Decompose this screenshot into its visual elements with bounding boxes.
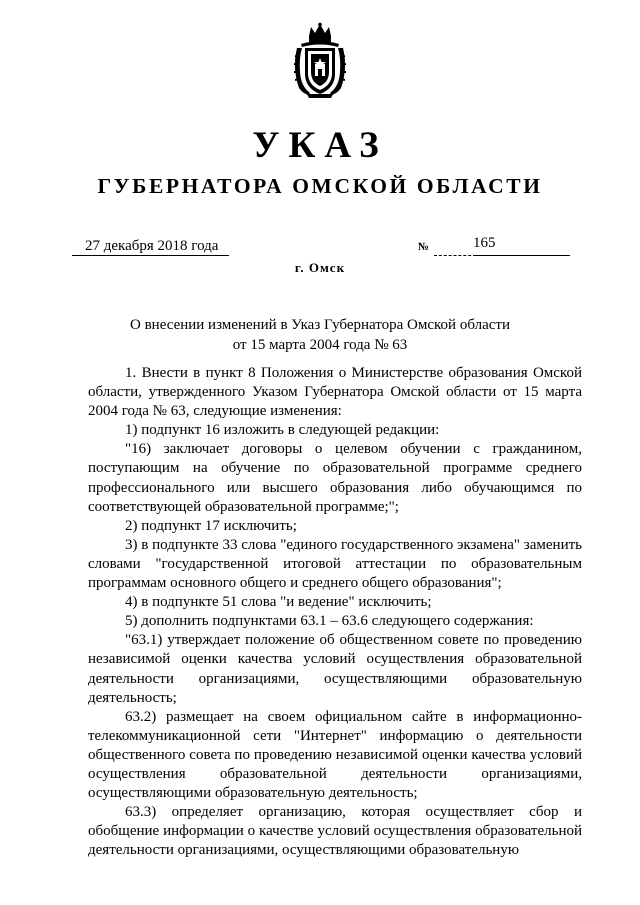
paragraph: 4) в подпункте 51 слова "и ведение" исключить; [125, 594, 432, 611]
subject-line: от 15 марта 2004 года № 63 [232, 336, 408, 353]
paragraph: 5) дополнить подпунктами 63.1 – 63.6 следующего содержания: [125, 613, 534, 630]
document-title: УКАЗ [252, 125, 388, 166]
city-name: г. Омск [294, 260, 346, 275]
decree-number: 165 [473, 235, 496, 251]
decree-subject [100, 316, 540, 355]
paragraph: 63.3) определяет организацию, которая осуществляет сбор и обобщение информации о качестве условий осуществления образовательной деятельности организациями, осуществляющими образовательную [88, 804, 582, 859]
paragraph: "16) заключает договоры о целевом обучении с гражданином, поступающим на обучение по образовательной программе среднего профессионального или высшего образования либо обучающимся по соответствующей образовательной программе;"; [88, 441, 582, 515]
paragraph: 63.2) размещает на своем официальном сайте в информационно-телекоммуникационной сети "Интернет" информацию о деятельности общественного совета по проведению независимой оценки качества условий осуществления образовательной деятельности организациями, осуществляющими образовательную деятельность; [88, 708, 582, 802]
number-underline-dashed [434, 255, 476, 256]
decree-number-field [418, 234, 570, 256]
coat-of-arms-icon [291, 22, 349, 100]
paragraph: "63.1) утверждает положение об общественном совете по проведению независимой оценки качества условий осуществления образовательной деятельности организациями, осуществляющими образовательную деятельность; [88, 632, 582, 706]
number-sign: № [418, 241, 430, 253]
paragraph: 1) подпункт 16 изложить в следующей редакции: [125, 422, 440, 439]
decree-body [88, 364, 582, 860]
number-underline [476, 255, 570, 256]
paragraph: 1. Внести в пункт 8 Положения о Министерстве образования Омской области, утвержденного Указом Губернатора Омской области от 15 марта 2004 года № 63, следующие изменения: [88, 365, 582, 420]
decree-date: 27 декабря 2018 года [72, 237, 229, 256]
paragraph: 2) подпункт 17 исключить; [125, 517, 297, 534]
subject-line: О внесении изменений в Указ Губернатора Омской области [130, 317, 510, 333]
document-subtitle: ГУБЕРНАТОРА ОМСКОЙ ОБЛАСТИ [97, 174, 543, 198]
paragraph: 3) в подпункте 33 слова "единого государственного экзамена" заменить словами "государственной итоговой аттестации по образовательным программам основного общего и среднего общего образования"; [88, 536, 582, 592]
